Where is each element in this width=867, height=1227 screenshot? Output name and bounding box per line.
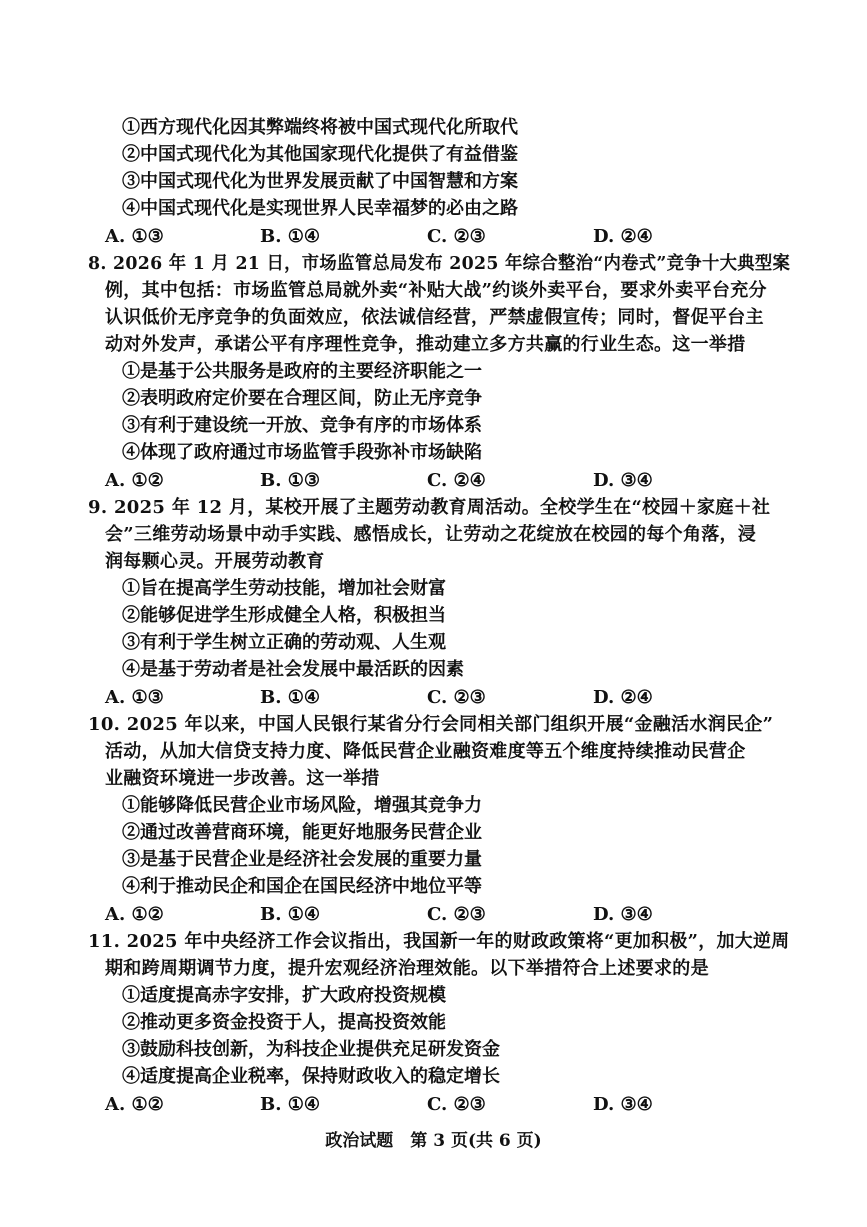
statement: ①是基于公共服务是政府的主要经济职能之一 xyxy=(122,361,482,382)
answer-row xyxy=(105,224,745,250)
statement: ④体现了政府通过市场监管手段弥补市场缺陷 xyxy=(122,442,482,463)
statement: ③是基于民营企业是经济社会发展的重要力量 xyxy=(122,849,482,870)
answer-d: D. ②④ xyxy=(593,226,653,247)
answer-d: D. ②④ xyxy=(593,687,653,708)
question-text: 会”三维劳动场景中动手实践、感悟成长，让劳动之花绽放在校园的每个角落，浸 xyxy=(105,524,757,545)
answer-row xyxy=(105,1092,745,1118)
statement: ②中国式现代化为其他国家现代化提供了有益借鉴 xyxy=(122,144,518,165)
answer-a: A. ①③ xyxy=(105,687,164,708)
answer-row xyxy=(105,685,745,711)
question-text: 11. 2025 年中央经济工作会议指出，我国新一年的财政政策将“更加积极”，加大逆周 xyxy=(88,931,790,952)
statement: ③有利于建设统一开放、竞争有序的市场体系 xyxy=(122,415,482,436)
question-text: 认识低价无序竞争的负面效应，依法诚信经营，严禁虚假宣传；同时，督促平台主 xyxy=(105,307,764,328)
statement: ④中国式现代化是实现世界人民幸福梦的必由之路 xyxy=(122,198,518,219)
statement: ③中国式现代化为世界发展贡献了中国智慧和方案 xyxy=(122,171,518,192)
answer-b: B. ①③ xyxy=(260,470,321,491)
answer-b: B. ①④ xyxy=(260,226,321,247)
answer-c: C. ②③ xyxy=(427,687,486,708)
question-text: 动对外发声，承诺公平有序理性竞争，推动建立多方共赢的行业生态。这一举措 xyxy=(105,334,746,355)
question-text: 润每颗心灵。开展劳动教育 xyxy=(105,551,325,572)
statement: ④利于推动民企和国企在国民经济中地位平等 xyxy=(122,876,482,897)
statement: ①旨在提高学生劳动技能，增加社会财富 xyxy=(122,578,446,599)
answer-row xyxy=(105,468,745,494)
statement: ①西方现代化因其弊端终将被中国式现代化所取代 xyxy=(122,117,518,138)
answer-b: B. ①④ xyxy=(260,904,321,925)
question-text: 10. 2025 年以来，中国人民银行某省分行会同相关部门组织开展“金融活水润民企” xyxy=(88,714,774,735)
statement: ①适度提高赤字安排，扩大政府投资规模 xyxy=(122,985,446,1006)
answer-a: A. ①② xyxy=(105,470,164,491)
statement: ③有利于学生树立正确的劳动观、人生观 xyxy=(122,632,446,653)
answer-d: D. ③④ xyxy=(593,1094,653,1115)
answer-b: B. ①④ xyxy=(260,687,321,708)
question-text: 例，其中包括：市场监管总局就外卖“补贴大战”约谈外卖平台，要求外卖平台充分 xyxy=(105,280,767,301)
question-text: 活动，从加大信贷支持力度、降低民营企业融资难度等五个维度持续推动民营企 xyxy=(105,741,746,762)
answer-d: D. ③④ xyxy=(593,904,653,925)
answer-row xyxy=(105,902,745,928)
statement: ④是基于劳动者是社会发展中最活跃的因素 xyxy=(122,659,464,680)
answer-c: C. ②③ xyxy=(427,226,486,247)
answer-a: A. ①③ xyxy=(105,226,164,247)
question-text: 期和跨周期调节力度，提升宏观经济治理效能。以下举措符合上述要求的是 xyxy=(105,958,709,979)
statement: ①能够降低民营企业市场风险，增强其竞争力 xyxy=(122,795,482,816)
answer-a: A. ①② xyxy=(105,904,164,925)
page-footer: 政治试题 第 3 页(共 6 页) xyxy=(325,1131,542,1151)
answer-c: C. ②③ xyxy=(427,904,486,925)
question-text: 业融资环境进一步改善。这一举措 xyxy=(105,768,380,789)
answer-c: C. ②③ xyxy=(427,1094,486,1115)
question-text: 8. 2026 年 1 月 21 日，市场监管总局发布 2025 年综合整治“内卷式”竞争十大典型案 xyxy=(88,253,791,274)
answer-c: C. ②④ xyxy=(427,470,486,491)
statement: ②通过改善营商环境，能更好地服务民营企业 xyxy=(122,822,482,843)
answer-a: A. ①② xyxy=(105,1094,164,1115)
answer-b: B. ①④ xyxy=(260,1094,321,1115)
statement: ②表明政府定价要在合理区间，防止无序竞争 xyxy=(122,388,482,409)
statement: ③鼓励科技创新，为科技企业提供充足研发资金 xyxy=(122,1039,500,1060)
statement: ④适度提高企业税率，保持财政收入的稳定增长 xyxy=(122,1066,500,1087)
answer-d: D. ③④ xyxy=(593,470,653,491)
statement: ②推动更多资金投资于人，提高投资效能 xyxy=(122,1012,446,1033)
statement: ②能够促进学生形成健全人格，积极担当 xyxy=(122,605,446,626)
question-text: 9. 2025 年 12 月，某校开展了主题劳动教育周活动。全校学生在“校园＋家庭＋社 xyxy=(88,497,771,518)
